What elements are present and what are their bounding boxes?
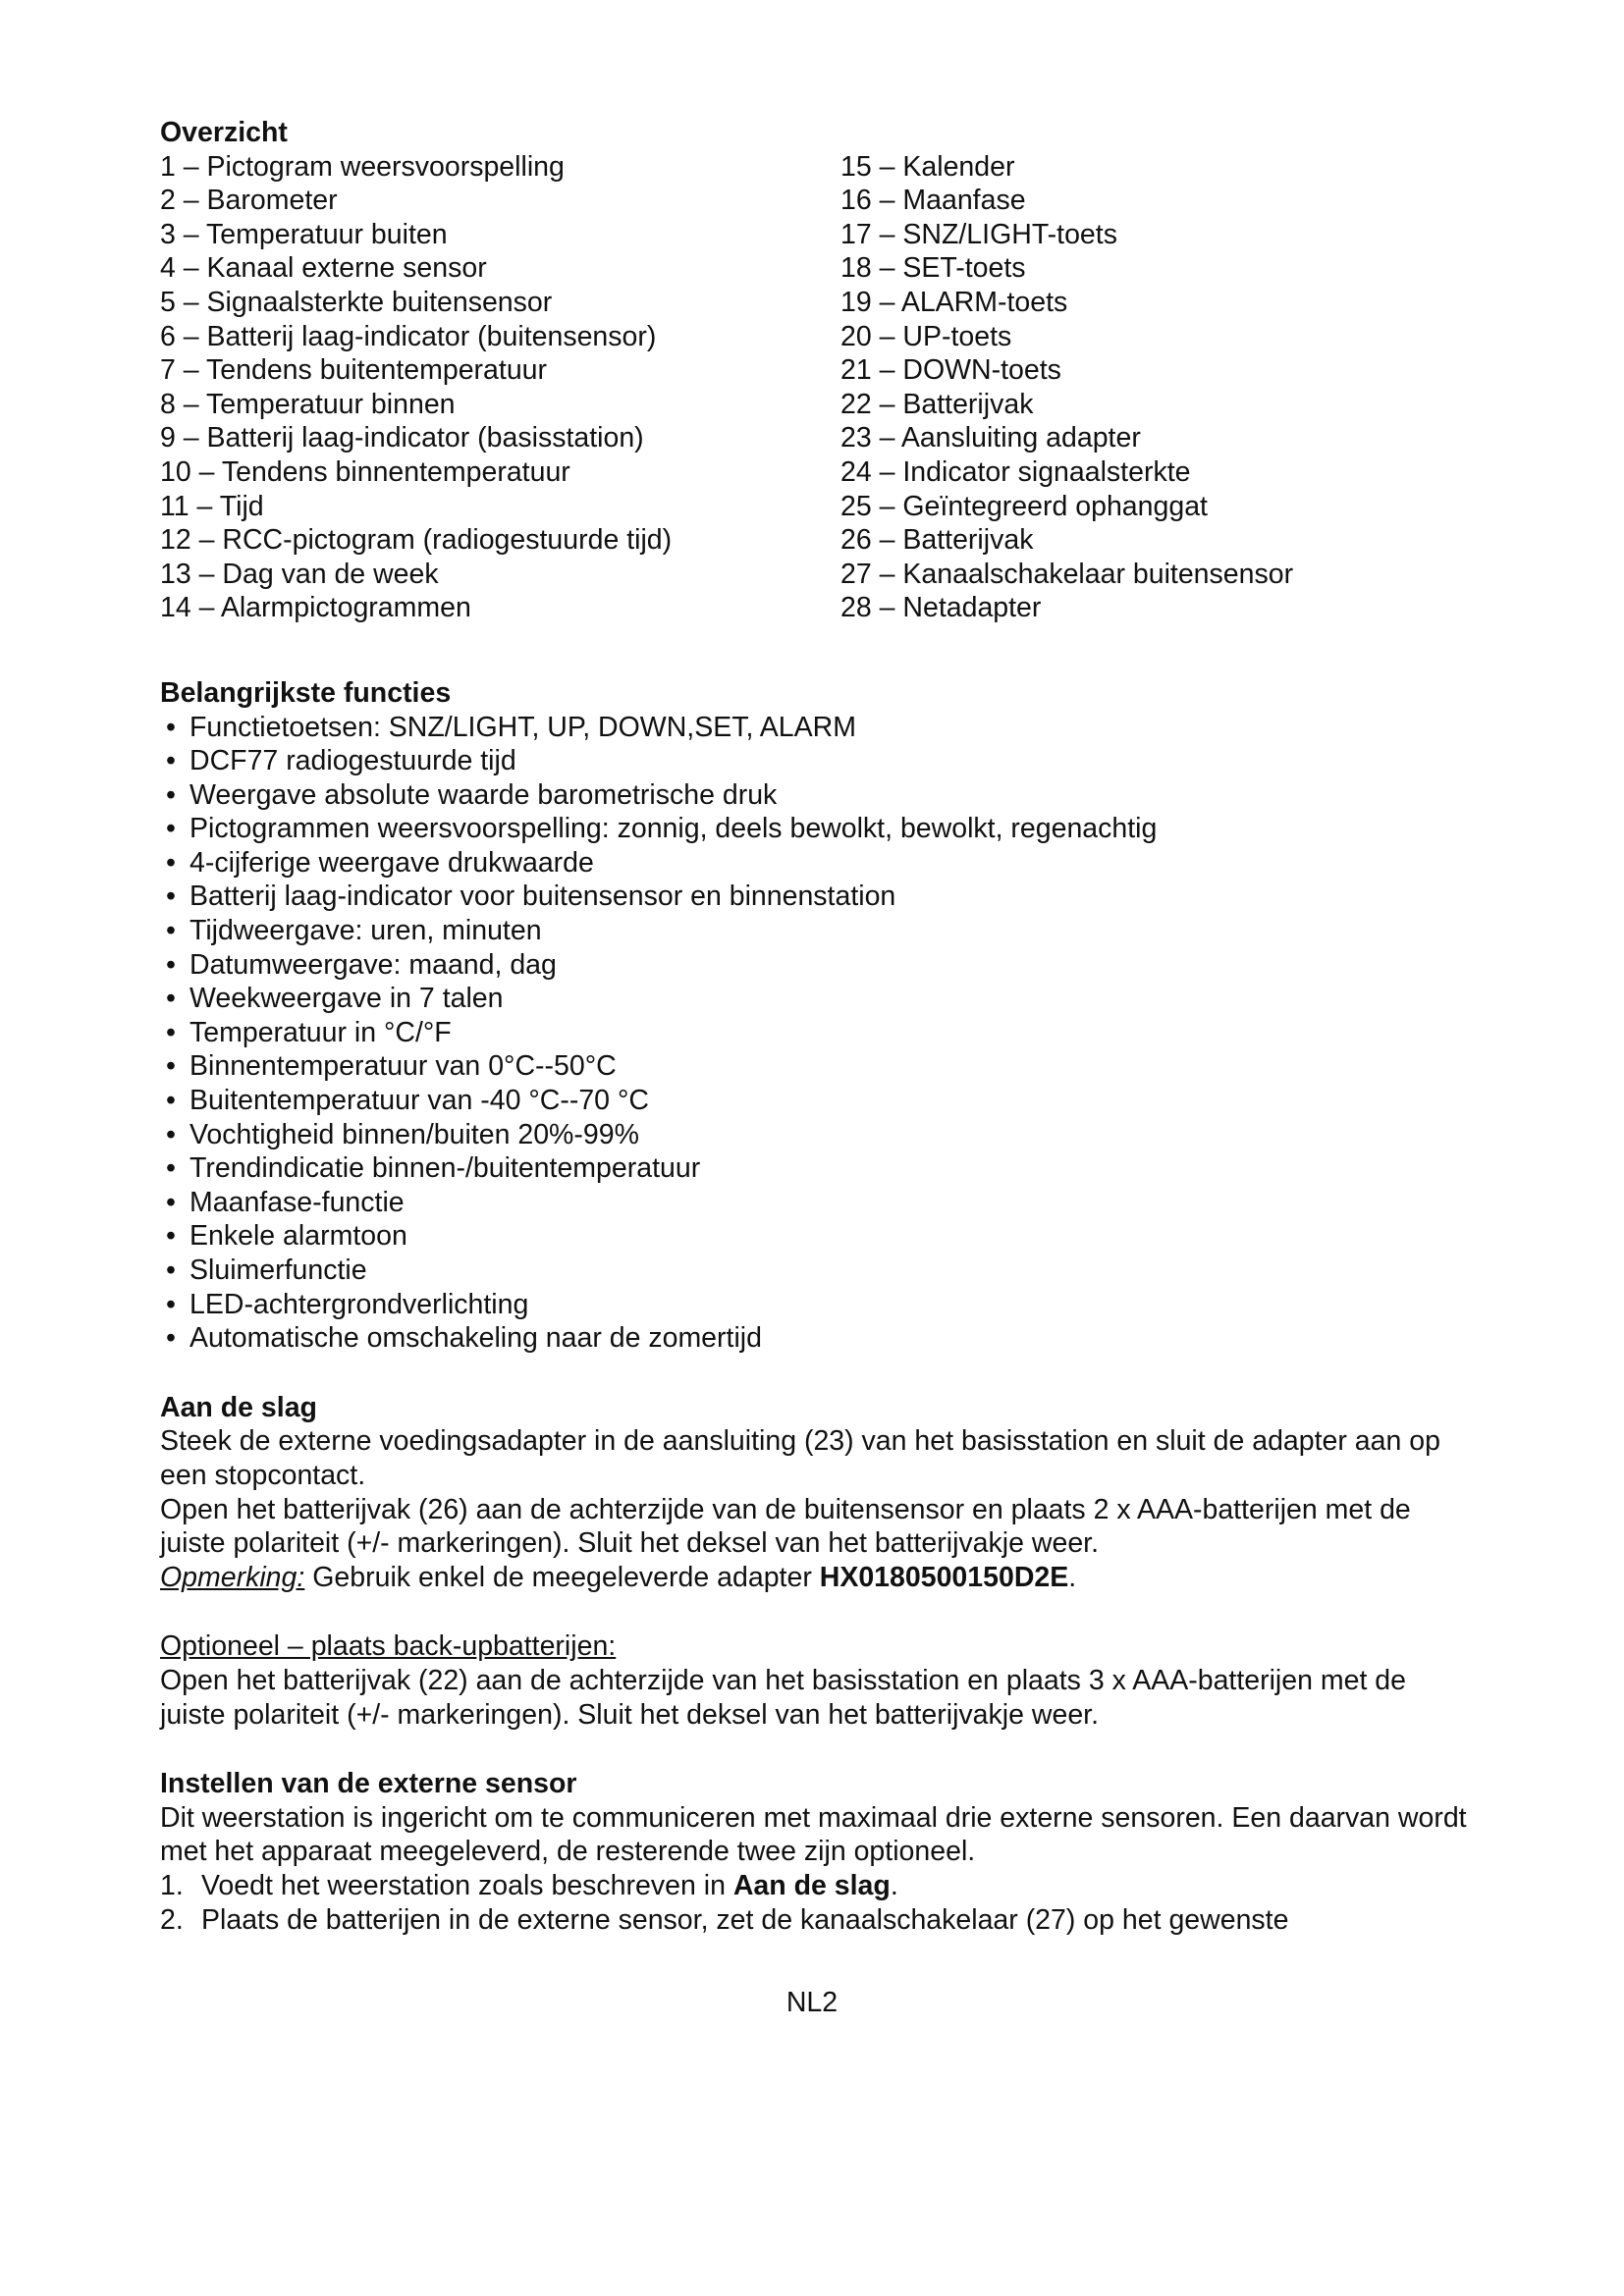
- feature-item: • Pictogrammen weersvoorspelling: zonnig, deels bewolkt, bewolkt, regenachtig: [160, 812, 1476, 846]
- overview-item: 9 – Batterij laag-indicator (basisstation): [160, 422, 644, 454]
- feature-item: • Enkele alarmtoon: [160, 1219, 1476, 1254]
- overview-item: 15 – Kalender: [840, 150, 1015, 183]
- overview-item: 5 – Signaalsterkte buitensensor: [160, 286, 553, 318]
- overview-item: 20 – UP-toets: [840, 320, 1012, 352]
- features-list: [160, 711, 1476, 1356]
- adapter-model: HX0180500150D2E: [819, 1561, 1069, 1593]
- backup-paragraph: Open het batterijvak (22) aan de achterzijde van het basisstation en plaats 3 x AAA-batterijen met de juiste polariteit (+/- markeringen). Sluit het deksel van het batterijvakje weer.: [160, 1664, 1407, 1731]
- step-reference: Aan de slag: [732, 1869, 891, 1901]
- overview-item: 16 – Maanfase: [840, 185, 1026, 217]
- feature-item: • Temperatuur in °C/°F: [160, 1016, 1476, 1050]
- overview-item: 7 – Tendens buitentemperatuur: [160, 354, 548, 387]
- step-number: 1.: [160, 1869, 184, 1901]
- overview-item: 22 – Batterijvak: [840, 388, 1034, 420]
- feature-item: • Tijdweergave: uren, minuten: [160, 914, 1476, 948]
- features-section: [160, 676, 1476, 1356]
- overview-heading: Overzicht: [160, 117, 288, 148]
- feature-item: • Binnentemperatuur van 0°C--50°C: [160, 1049, 1476, 1084]
- feature-item: • Vochtigheid binnen/buiten 20%-99%: [160, 1118, 1476, 1152]
- feature-item: • Maanfase-functie: [160, 1186, 1476, 1220]
- sensor-setup-paragraph: Dit weerstation is ingericht om te communiceren met maximaal drie externe sensoren. Een daarvan wordt met het apparaat meegeleverd, de resterende twee zijn optioneel.: [160, 1801, 1467, 1868]
- page-number: NL2: [785, 1987, 839, 2018]
- overview-item: 6 – Batterij laag-indicator (buitensensor): [160, 320, 657, 352]
- note-label: Opmerking:: [160, 1561, 305, 1593]
- overview-item: 19 – ALARM-toets: [840, 286, 1068, 318]
- feature-item: • LED-achtergrondverlichting: [160, 1288, 1476, 1322]
- overview-item: 4 – Kanaal externe sensor: [160, 252, 487, 285]
- step-text: [201, 1869, 898, 1903]
- setup-step: [160, 1903, 1476, 1938]
- feature-item: • Functietoetsen: SNZ/LIGHT, UP, DOWN,SET, ALARM: [160, 711, 1476, 745]
- feature-item: • 4-cijferige weergave drukwaarde: [160, 846, 1476, 881]
- feature-item: • Sluimerfunctie: [160, 1254, 1476, 1288]
- overview-item: 26 – Batterijvak: [840, 524, 1034, 557]
- note-paragraph: [160, 1561, 1476, 1595]
- step-text-end: .: [890, 1869, 898, 1901]
- overview-item: 14 – Alarmpictogrammen: [160, 592, 471, 624]
- overview-item: 3 – Temperatuur buiten: [160, 218, 448, 250]
- step-number: 2.: [160, 1903, 184, 1936]
- feature-item: • Weekweergave in 7 talen: [160, 982, 1476, 1016]
- getting-started-heading: Aan de slag: [160, 1391, 317, 1423]
- feature-item: • Batterij laag-indicator voor buitensensor en binnenstation: [160, 880, 1476, 914]
- feature-item: • Trendindicatie binnen-/buitentemperatuur: [160, 1151, 1476, 1186]
- features-heading: Belangrijkste functies: [160, 676, 452, 709]
- overview-item: 2 – Barometer: [160, 185, 338, 217]
- overview-item: 12 – RCC-pictogram (radiogestuurde tijd): [160, 524, 673, 557]
- overview-section: [160, 116, 1476, 625]
- feature-item: • Automatische omschakeling naar de zomertijd: [160, 1321, 1476, 1356]
- getting-started-paragraph: Open het batterijvak (26) aan de achterzijde van de buitensensor en plaats 2 x AAA-batterijen met de juiste polariteit (+/- markeringen). Sluit het deksel van het batterijvakje weer.: [160, 1493, 1411, 1560]
- feature-item: • Buitentemperatuur van -40 °C--70 °C: [160, 1084, 1476, 1118]
- overview-right-column: [840, 150, 1469, 625]
- overview-left-column: [160, 150, 840, 625]
- overview-item: 1 – Pictogram weersvoorspelling: [160, 150, 565, 183]
- getting-started-paragraph: Steek de externe voedingsadapter in de aansluiting (23) van het basisstation en sluit de adapter aan op een stopcontact.: [160, 1425, 1440, 1491]
- note-end: .: [1068, 1561, 1077, 1593]
- overview-item: 24 – Indicator signaalsterkte: [840, 455, 1191, 488]
- overview-item: 17 – SNZ/LIGHT-toets: [840, 218, 1117, 250]
- overview-item: 8 – Temperatuur binnen: [160, 388, 456, 420]
- overview-item: 18 – SET-toets: [840, 252, 1026, 285]
- overview-item: 27 – Kanaalschakelaar buitensensor: [840, 558, 1294, 590]
- backup-section: [160, 1629, 1476, 1732]
- step-text: Plaats de batterijen in de externe sensor, zet de kanaalschakelaar (27) op het gewenste: [201, 1903, 1289, 1936]
- overview-item: 11 – Tijd: [160, 490, 264, 522]
- feature-item: • Datumweergave: maand, dag: [160, 948, 1476, 983]
- overview-item: 10 – Tendens binnentemperatuur: [160, 455, 570, 488]
- note-text: Gebruik enkel de meegeleverde adapter: [304, 1561, 820, 1593]
- backup-heading: Optioneel – plaats back-upbatterijen:: [160, 1630, 617, 1663]
- sensor-setup-heading: Instellen van de externe sensor: [160, 1768, 577, 1800]
- overview-columns: [160, 150, 1476, 625]
- getting-started-section: [160, 1391, 1476, 1595]
- setup-steps: [160, 1869, 1476, 1937]
- overview-item: 13 – Dag van de week: [160, 558, 439, 590]
- feature-item: • DCF77 radiogestuurde tijd: [160, 744, 1476, 778]
- sensor-setup-section: [160, 1767, 1476, 1937]
- overview-item: 28 – Netadapter: [840, 592, 1042, 624]
- setup-step: [160, 1869, 1476, 1903]
- feature-item: • Weergave absolute waarde barometrische druk: [160, 778, 1476, 813]
- step-text-plain: Voedt het weerstation zoals beschreven in: [201, 1869, 733, 1901]
- overview-item: 23 – Aansluiting adapter: [840, 422, 1141, 454]
- overview-item: 21 – DOWN-toets: [840, 354, 1061, 387]
- overview-item: 25 – Geïntegreerd ophanggat: [840, 490, 1208, 522]
- document-page: [160, 116, 1476, 1937]
